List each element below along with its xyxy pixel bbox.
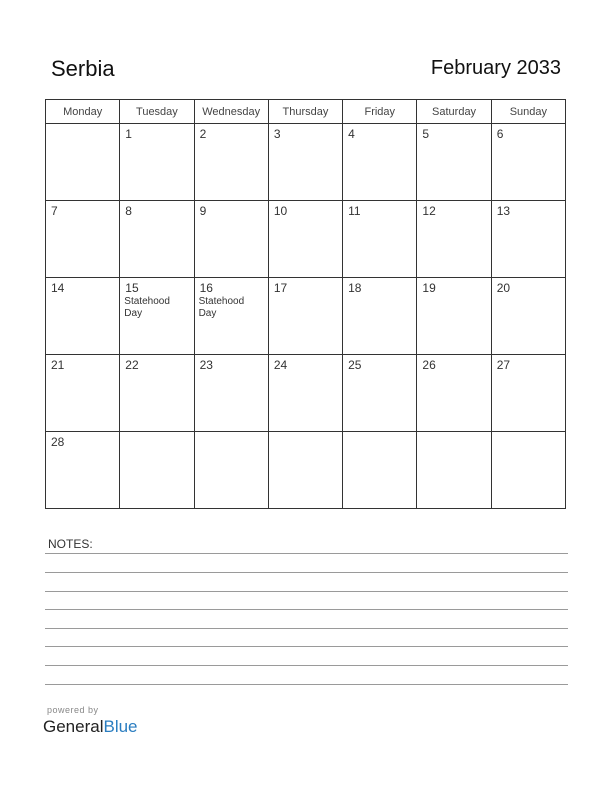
day-number: 20 (496, 281, 511, 295)
week-row (46, 355, 566, 432)
day-number: 10 (273, 204, 288, 218)
week-row (46, 124, 566, 201)
day-number: 11 (348, 204, 361, 218)
weekday-thursday: Thursday (268, 100, 342, 124)
day-cell (46, 124, 120, 201)
weekday-tuesday: Tuesday (120, 100, 194, 124)
day-number: 13 (496, 204, 511, 218)
day-cell (194, 355, 268, 432)
day-cell (417, 432, 491, 509)
month-year-title: February 2033 (430, 57, 561, 79)
day-number: 1 (125, 127, 132, 141)
holiday-label: Statehood Day (124, 296, 170, 319)
notes-label: NOTES: (48, 537, 93, 551)
day-number: 27 (496, 358, 511, 372)
day-number: 18 (348, 281, 362, 295)
day-cell (194, 278, 268, 355)
day-cell (46, 201, 120, 278)
day-number: 15 (125, 281, 139, 295)
day-cell (268, 355, 342, 432)
day-cell (343, 201, 417, 278)
brand-logo (43, 717, 138, 737)
notes-line (45, 628, 568, 629)
day-cell (194, 201, 268, 278)
day-cell (343, 355, 417, 432)
week-row (46, 278, 566, 355)
day-number: 12 (422, 204, 436, 218)
day-number: 8 (125, 204, 132, 218)
day-number: 14 (51, 281, 65, 295)
day-cell (268, 432, 342, 509)
brand-blue: Blue (103, 717, 138, 736)
day-cell (268, 124, 342, 201)
day-cell (491, 432, 565, 509)
weekday-sunday: Sunday (491, 100, 565, 124)
day-number: 21 (51, 358, 65, 372)
day-cell (491, 278, 565, 355)
weekday-wednesday: Wednesday (194, 100, 268, 124)
weekday-monday: Monday (46, 100, 120, 124)
week-row (46, 432, 566, 509)
country-title: Serbia (51, 56, 115, 81)
weekday-header-row (46, 100, 566, 124)
notes-line (45, 665, 568, 666)
day-cell (268, 278, 342, 355)
day-number: 2 (199, 127, 207, 141)
day-cell (120, 355, 194, 432)
day-cell (491, 201, 565, 278)
day-cell (343, 124, 417, 201)
brand-general: General (43, 717, 104, 736)
day-cell (417, 278, 491, 355)
notes-line (45, 609, 568, 610)
day-number: 19 (422, 281, 436, 295)
day-number: 3 (273, 127, 281, 141)
holiday-label: Statehood Day (198, 296, 245, 319)
week-row (46, 201, 566, 278)
day-cell (46, 432, 120, 509)
calendar-grid (45, 99, 566, 509)
day-number: 4 (348, 127, 355, 141)
day-cell (491, 355, 565, 432)
day-number: 7 (51, 204, 58, 218)
day-cell (120, 201, 194, 278)
day-cell (417, 201, 491, 278)
day-number: 17 (273, 281, 288, 295)
day-cell (268, 201, 342, 278)
powered-by-text: powered by (47, 705, 99, 715)
notes-line (45, 572, 568, 573)
day-number: 25 (348, 358, 362, 372)
day-cell (120, 278, 194, 355)
day-number: 24 (273, 358, 288, 372)
weekday-saturday: Saturday (417, 100, 491, 124)
weekday-friday: Friday (343, 100, 417, 124)
notes-line (45, 646, 568, 647)
day-cell (46, 278, 120, 355)
day-cell (194, 432, 268, 509)
day-cell (343, 432, 417, 509)
day-cell (491, 124, 565, 201)
notes-line (45, 591, 568, 592)
day-number: 23 (199, 358, 213, 372)
day-number: 22 (125, 358, 139, 372)
day-number: 5 (422, 127, 430, 141)
day-number: 16 (199, 281, 213, 295)
notes-line (45, 684, 568, 685)
day-cell (120, 432, 194, 509)
day-number: 28 (51, 435, 65, 449)
day-cell (194, 124, 268, 201)
day-cell (46, 355, 120, 432)
day-number: 6 (496, 127, 504, 141)
day-number: 26 (422, 358, 436, 372)
day-cell (417, 124, 491, 201)
day-cell (343, 278, 417, 355)
day-number: 9 (199, 204, 207, 218)
day-cell (417, 355, 491, 432)
notes-line (45, 553, 568, 554)
day-cell (120, 124, 194, 201)
